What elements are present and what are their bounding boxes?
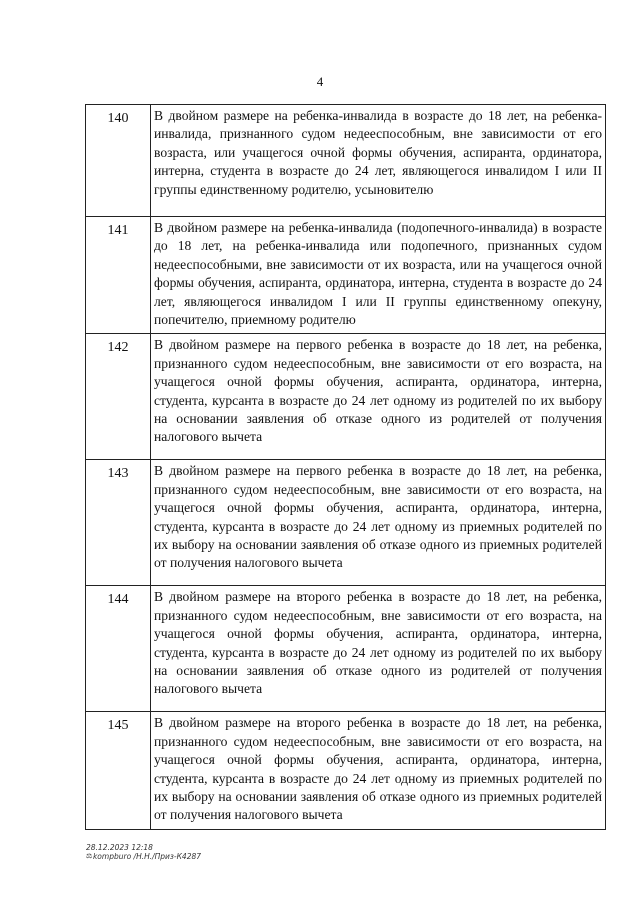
row-text: В двойном размере на ребенка-инвалида в возрасте до 18 лет, на ребенка-инвалида, признанного судом недееспособным, вне зависимости от его возраста, или учащегося очной формы обучения, аспиранта, ординатора, интерна, студента в возрасте до 24 лет, являющегося инвалидом I или II группы единственному родителю, усыновителю — [151, 105, 606, 217]
table-row — [86, 217, 606, 334]
row-text: В двойном размере на ребенка-инвалида (подопечного-инвалида) в возрасте до 18 лет, на ребенка-инвалида или подопечного, признанных судом недееспособными, вне зависимости от их возраста, или на учащегося очной формы обучения, аспиранта, ординатора, интерна, студента в возрасте до 24 лет, являющегося инвалидом I или II группы единственному опекуну, попечителю, приемному родителю — [151, 217, 606, 334]
footer-signature-text: kompburo /Н.Н./Приз-К4287 — [92, 852, 202, 861]
page-number: 4 — [316, 74, 324, 89]
row-number: 144 — [86, 586, 151, 712]
footer-signature — [86, 852, 201, 861]
row-number: 140 — [86, 105, 151, 217]
row-text: В двойном размере на первого ребенка в возрасте до 18 лет, на ребенка, признанного судом недееспособным, вне зависимости от его возраста, на учащегося очной формы обучения, аспиранта, ординатора, интерна, студента, курсанта в возрасте до 24 лет одному из родителей по их выбору на основании заявления об отказе одного из родителей от получения налогового вычета — [151, 334, 606, 460]
classifier-table — [85, 104, 606, 830]
stamp-icon: ⚖ — [86, 852, 92, 860]
footer-timestamp: 28.12.2023 12:18 — [86, 843, 153, 852]
table-row — [86, 712, 606, 829]
table-row — [86, 586, 606, 712]
row-number: 143 — [86, 460, 151, 586]
row-text: В двойном размере на второго ребенка в возрасте до 18 лет, на ребенка, признанного судом недееспособным, вне зависимости от его возраста, на учащегося очной формы обучения, аспиранта, ординатора, интерна, студента, курсанта в возрасте до 24 лет одному из приемных родителей по их выбору на основании заявления об отказе одного из приемных родителей от получения налогового вычета — [151, 712, 606, 829]
table-row — [86, 105, 606, 217]
row-text: В двойном размере на первого ребенка в возрасте до 18 лет, на ребенка, признанного судом недееспособным, вне зависимости от его возраста, на учащегося очной формы обучения, аспиранта, ординатора, интерна, студента, курсанта в возрасте до 24 лет одному из приемных родителей по их выбору на основании заявления об отказе одного из приемных родителей от получения налогового вычета — [151, 460, 606, 586]
document-footer — [86, 843, 201, 861]
row-number: 145 — [86, 712, 151, 829]
row-number: 141 — [86, 217, 151, 334]
row-number: 142 — [86, 334, 151, 460]
table-row — [86, 460, 606, 586]
row-text: В двойном размере на второго ребенка в возрасте до 18 лет, на ребенка, признанного судом недееспособным, вне зависимости от его возраста, на учащегося очной формы обучения, аспиранта, ординатора, интерна, студента, курсанта в возрасте до 24 лет одному из родителей по их выбору на основании заявления об отказе одного из родителей от получения налогового вычета — [151, 586, 606, 712]
table-row — [86, 334, 606, 460]
